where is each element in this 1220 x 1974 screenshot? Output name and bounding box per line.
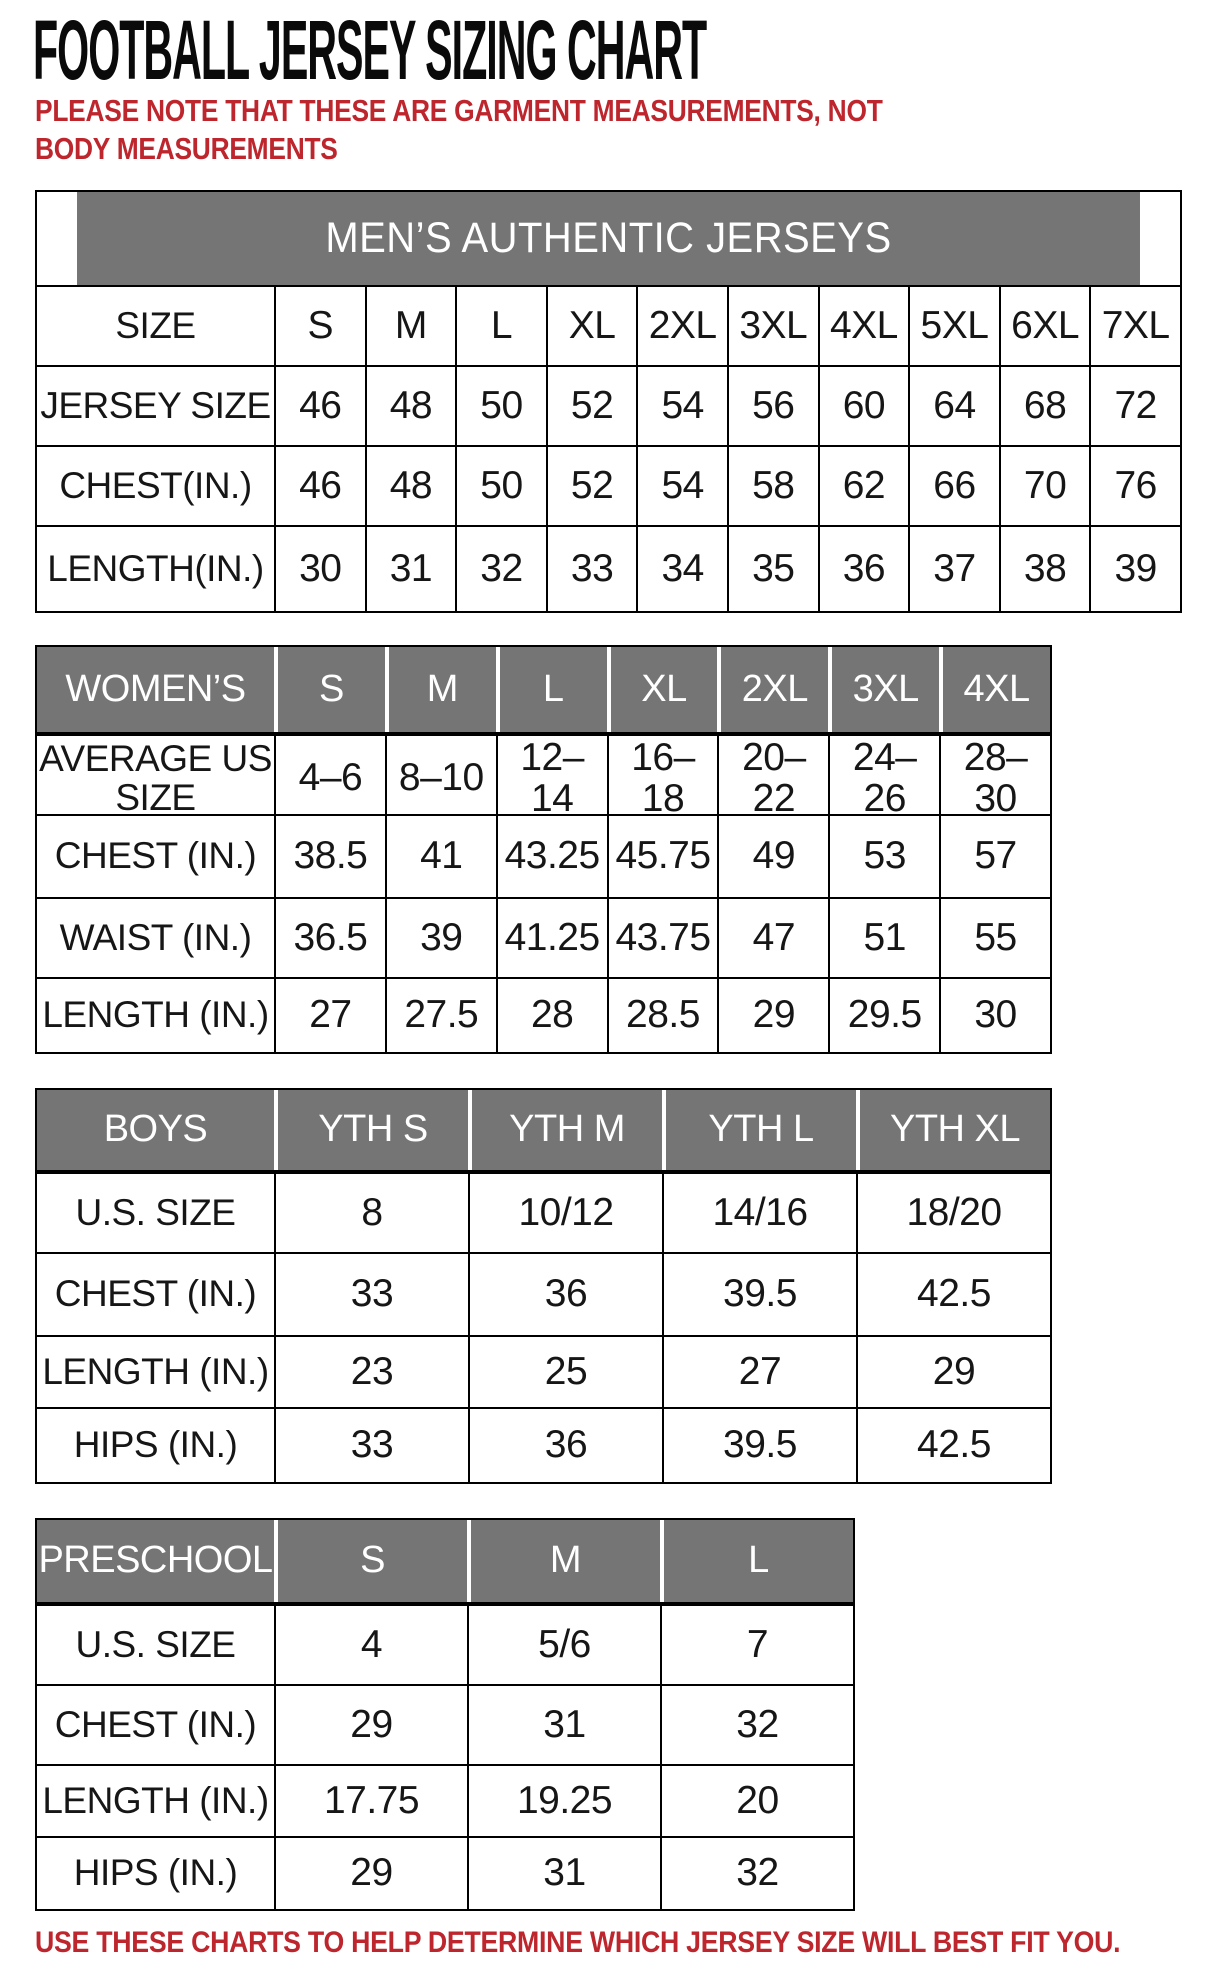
table-cell: 5XL: [908, 287, 999, 365]
boys-sizing-table: [35, 1088, 1052, 1484]
table-cell: 60: [818, 367, 909, 445]
table-row: [37, 1252, 1050, 1335]
table-cell: 43.25: [496, 816, 607, 897]
table-cell: 18/20: [856, 1174, 1050, 1252]
header-cell: M: [467, 1520, 660, 1602]
table-cell: 31: [365, 527, 456, 611]
table-row: [37, 445, 1180, 525]
table-cell: 32: [455, 527, 546, 611]
table-cell: 5/6: [467, 1606, 660, 1684]
womens-sizing-table: [35, 645, 1052, 1054]
table-cell: 31: [467, 1838, 660, 1909]
table-cell: 41.25: [496, 899, 607, 977]
table-cell: 4XL: [818, 287, 909, 365]
table-cell: 43.75: [607, 899, 718, 977]
table-cell: 33: [546, 527, 637, 611]
row-label: CHEST (IN.): [54, 1703, 257, 1745]
header-cell: 2XL: [717, 647, 828, 732]
garment-measurements-note: PLEASE NOTE THAT THESE ARE GARMENT MEASUREMENTS, NOT BODY MEASUREMENTS: [35, 93, 883, 166]
table-cell: 62: [818, 447, 909, 525]
table-cell: 29: [274, 1686, 467, 1764]
table-cell: 3XL: [727, 287, 818, 365]
table-row: [37, 1170, 1050, 1252]
table-cell: 27.5: [385, 979, 496, 1052]
table-row: [37, 1602, 853, 1684]
preschool-sizing-table: [35, 1518, 855, 1911]
mens-authentic-jerseys-table: [35, 190, 1182, 613]
table-cell: 39: [385, 899, 496, 977]
row-label: LENGTH(IN.): [47, 547, 264, 589]
table-cell: 38: [999, 527, 1090, 611]
row-label: U.S. SIZE: [75, 1191, 236, 1233]
table-cell: 36: [468, 1254, 662, 1335]
table-cell: 50: [455, 447, 546, 525]
table-cell: 8–10: [385, 736, 496, 822]
header-cell: WOMEN’S: [37, 647, 274, 732]
table-cell: 39.5: [662, 1254, 856, 1335]
table-cell: 50: [455, 367, 546, 445]
table-cell: 27: [662, 1337, 856, 1407]
mens-banner: MEN’S AUTHENTIC JERSEYS: [77, 192, 1140, 285]
table-cell: 42.5: [856, 1409, 1050, 1482]
row-label: LENGTH (IN.): [42, 994, 269, 1036]
table-row: [37, 285, 1180, 365]
table-cell: 57: [939, 816, 1050, 897]
table-row: [37, 1335, 1050, 1407]
header-cell: YTH XL: [856, 1090, 1050, 1170]
table-cell: 53: [828, 816, 939, 897]
table-cell: 47: [717, 899, 828, 977]
table-cell: 39.5: [662, 1409, 856, 1482]
table-cell: 66: [908, 447, 999, 525]
table-cell: 54: [636, 447, 727, 525]
table-cell: 45.75: [607, 816, 718, 897]
table-cell: XL: [546, 287, 637, 365]
table-cell: 37: [908, 527, 999, 611]
table-cell: 28–30: [939, 736, 1050, 822]
table-cell: 17.75: [274, 1766, 467, 1836]
page-title: FOOTBALL JERSEY SIZING CHART: [33, 3, 707, 97]
table-cell: 12–14: [496, 736, 607, 822]
table-cell: 30: [274, 527, 365, 611]
table-cell: 29: [274, 1838, 467, 1909]
table-cell: S: [274, 287, 365, 365]
table-cell: 33: [274, 1409, 468, 1482]
table-cell: 25: [468, 1337, 662, 1407]
row-label: CHEST (IN.): [54, 1273, 257, 1315]
table-cell: 54: [636, 367, 727, 445]
table-row: [37, 977, 1050, 1052]
table-cell: 14/16: [662, 1174, 856, 1252]
table-cell: 48: [365, 367, 456, 445]
table-cell: 49: [717, 816, 828, 897]
row-label: AVERAGE US SIZE: [39, 738, 272, 818]
table-cell: 42.5: [856, 1254, 1050, 1335]
header-cell: S: [274, 647, 385, 732]
table-cell: 36.5: [274, 899, 385, 977]
table-row: [37, 1764, 853, 1836]
table-cell: 58: [727, 447, 818, 525]
header-cell: YTH M: [468, 1090, 662, 1170]
table-cell: 4: [274, 1606, 467, 1684]
table-row: [37, 525, 1180, 611]
table-cell: 56: [727, 367, 818, 445]
table-cell: 29: [856, 1337, 1050, 1407]
table-cell: L: [455, 287, 546, 365]
table-row: [37, 814, 1050, 897]
table-cell: 52: [546, 367, 637, 445]
table-cell: 36: [468, 1409, 662, 1482]
header-row: [37, 1090, 1050, 1170]
row-label: LENGTH (IN.): [42, 1350, 269, 1392]
table-cell: 36: [818, 527, 909, 611]
row-label: HIPS (IN.): [73, 1424, 238, 1466]
table-cell: 30: [939, 979, 1050, 1052]
table-cell: 68: [999, 367, 1090, 445]
table-row: [37, 732, 1050, 820]
table-cell: 7: [660, 1606, 853, 1684]
table-cell: 31: [467, 1686, 660, 1764]
table-cell: 70: [999, 447, 1090, 525]
table-cell: 48: [365, 447, 456, 525]
table-cell: 32: [660, 1686, 853, 1764]
table-cell: 64: [908, 367, 999, 445]
table-cell: 20: [660, 1766, 853, 1836]
table-row: [37, 1836, 853, 1909]
header-cell: L: [496, 647, 607, 732]
row-label: HIPS (IN.): [73, 1852, 238, 1894]
table-cell: 20–22: [717, 736, 828, 822]
header-cell: 4XL: [939, 647, 1050, 732]
table-cell: 7XL: [1089, 287, 1180, 365]
header-row: [37, 647, 1050, 732]
table-row: [37, 1407, 1050, 1482]
table-cell: M: [365, 287, 456, 365]
table-cell: 72: [1089, 367, 1180, 445]
table-cell: 10/12: [468, 1174, 662, 1252]
table-cell: 29: [717, 979, 828, 1052]
table-cell: 76: [1089, 447, 1180, 525]
table-cell: 27: [274, 979, 385, 1052]
table-cell: 41: [385, 816, 496, 897]
row-label: LENGTH (IN.): [42, 1779, 269, 1821]
row-label: CHEST (IN.): [54, 835, 257, 877]
row-label: JERSEY SIZE: [40, 384, 271, 426]
table-cell: 29.5: [828, 979, 939, 1052]
header-cell: YTH L: [662, 1090, 856, 1170]
table-cell: 39: [1089, 527, 1180, 611]
table-cell: 2XL: [636, 287, 727, 365]
header-row: [37, 1520, 853, 1602]
row-label: SIZE: [115, 304, 196, 346]
header-cell: PRESCHOOL: [37, 1520, 274, 1602]
table-row: [37, 897, 1050, 977]
row-label: U.S. SIZE: [75, 1623, 236, 1665]
footer-note: USE THESE CHARTS TO HELP DETERMINE WHICH JERSEY SIZE WILL BEST FIT YOU.: [35, 1926, 1121, 1959]
table-cell: 46: [274, 447, 365, 525]
table-cell: 46: [274, 367, 365, 445]
table-cell: 19.25: [467, 1766, 660, 1836]
table-cell: 33: [274, 1254, 468, 1335]
table-cell: 4–6: [274, 736, 385, 822]
header-cell: S: [274, 1520, 467, 1602]
header-cell: XL: [607, 647, 718, 732]
row-label: CHEST(IN.): [59, 464, 252, 506]
table-cell: 16–18: [607, 736, 718, 822]
row-label: WAIST (IN.): [59, 916, 252, 958]
table-cell: 28.5: [607, 979, 718, 1052]
header-cell: L: [660, 1520, 853, 1602]
table-cell: 51: [828, 899, 939, 977]
header-cell: M: [385, 647, 496, 732]
table-cell: 38.5: [274, 816, 385, 897]
header-cell: 3XL: [828, 647, 939, 732]
table-cell: 28: [496, 979, 607, 1052]
table-row: [37, 365, 1180, 445]
table-cell: 35: [727, 527, 818, 611]
table-cell: 34: [636, 527, 727, 611]
table-cell: 8: [274, 1174, 468, 1252]
table-cell: 23: [274, 1337, 468, 1407]
header-cell: BOYS: [37, 1090, 274, 1170]
table-cell: 6XL: [999, 287, 1090, 365]
table-cell: 24–26: [828, 736, 939, 822]
table-cell: 32: [660, 1838, 853, 1909]
table-cell: 55: [939, 899, 1050, 977]
table-row: [37, 1684, 853, 1764]
table-cell: 52: [546, 447, 637, 525]
header-cell: YTH S: [274, 1090, 468, 1170]
